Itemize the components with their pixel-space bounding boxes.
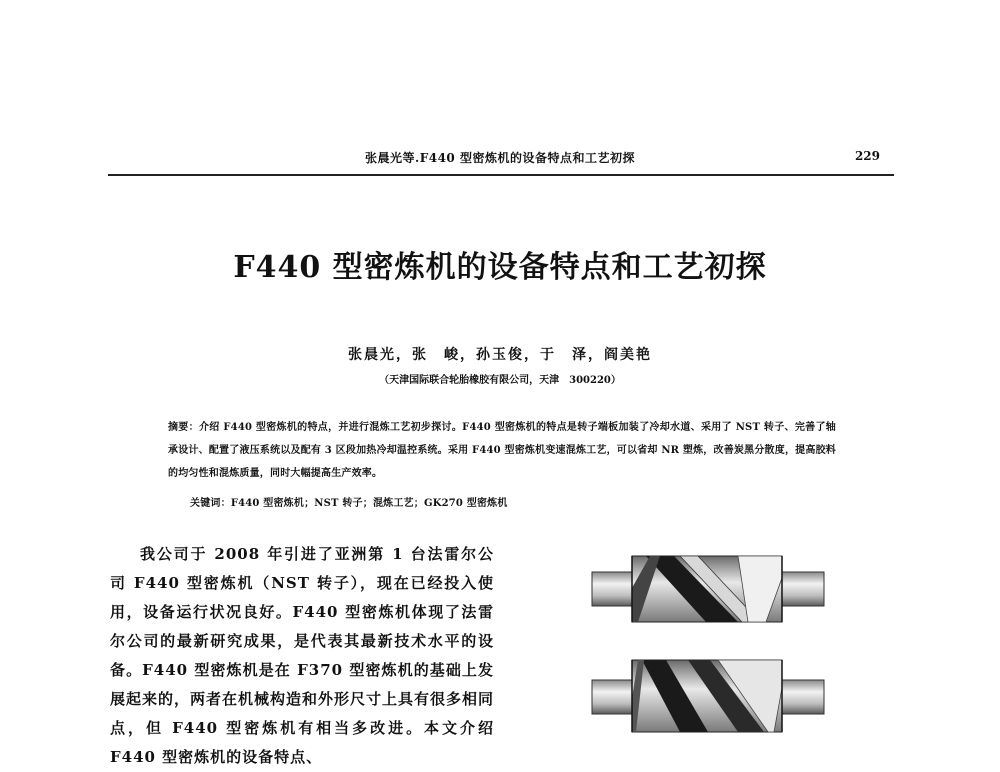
- authors: 张晨光，张 峻，孙玉俊，于 泽，阎美艳: [348, 347, 652, 363]
- running-head-title: 张晨光等.F440 型密炼机的设备特点和工艺初探: [365, 151, 635, 165]
- keywords-text: F440 型密炼机；NST 转子；混炼工艺；GK270 型密炼机: [230, 498, 508, 509]
- page-number: 229: [854, 149, 880, 163]
- body-text: [110, 540, 494, 772]
- header-rule: [108, 174, 894, 176]
- rotor-illustration: [588, 548, 828, 759]
- keywords-label: 关键词：: [190, 498, 231, 509]
- abstract-label: 摘要：: [168, 422, 199, 433]
- keywords: [190, 494, 830, 509]
- body-paragraph: 我公司于 2008 年引进了亚洲第 1 台法雷尔公司 F440 型密炼机（NST 转子），现在已经投入使用，设备运行状况良好。F440 型密炼机体现了法雷尔公司的最新研究成果，是代表其最新技术水平的设备。F440 型密炼机是在 F370 型密炼机的基础上发展起来的，两者在机械构造和外形尺寸上具有很多相同点，但 F440 型密炼机有相当多改进。本文介绍 F440 型密炼机的设备特点、: [110, 545, 495, 766]
- running-head: [108, 146, 892, 172]
- affiliation: （天津国际联合轮胎橡胶有限公司，天津 300220）: [379, 375, 621, 386]
- rotor-figure: [588, 548, 828, 759]
- rotor-bottom: [592, 660, 824, 732]
- abstract-text: 介绍 F440 型密炼机的特点，并进行混炼工艺初步探讨。F440 型密炼机的特点是转子端板加装了冷却水道、采用了 NST 转子、完善了轴承设计、配置了液压系统以及配有 3 区段加热冷却温控系统。采用 F440 型密炼机变速混炼工艺，可以省却 NR 塑炼，改善炭黑分散度，提高胶料的均匀性和混炼质量，同时大幅提高生产效率。: [168, 422, 836, 479]
- paper-title: F440 型密炼机的设备特点和工艺初探: [233, 250, 767, 285]
- abstract: [168, 416, 836, 485]
- rotor-top: [592, 556, 824, 622]
